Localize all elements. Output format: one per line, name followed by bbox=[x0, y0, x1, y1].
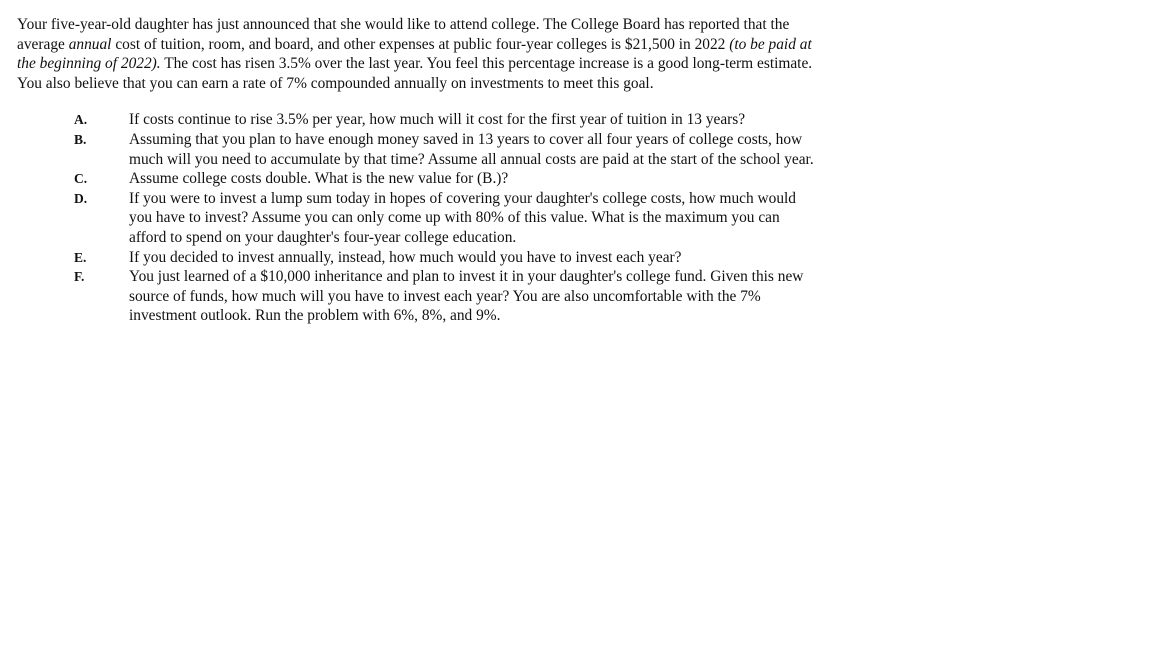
question-text: Assuming that you plan to have enough money saved in 13 years to cover all four years of college costs, how much will you need to accumulate by that time? Assume all annual costs are paid at the start of the school year. bbox=[129, 130, 814, 168]
question-f bbox=[17, 267, 819, 326]
question-text: You just learned of a $10,000 inheritance and plan to invest it in your daughter's college fund. Given this new source of funds, how much will you have to invest each year? You are also uncomfortable with the 7% investment outlook. Run the problem with 6%, 8%, and 9%. bbox=[129, 268, 804, 325]
question-text: If you decided to invest annually, instead, how much would you have to invest each year? bbox=[129, 248, 682, 266]
question-d bbox=[17, 189, 819, 248]
question-e bbox=[17, 248, 819, 268]
question-text: If you were to invest a lump sum today in hopes of covering your daughter's college costs, how much would you have to invest? Assume you can only come up with 80% of this value. What is the maximum you can afford to spend on your daughter's four-year college education. bbox=[129, 189, 796, 246]
question-letter: A. bbox=[74, 112, 88, 128]
document-page bbox=[17, 15, 817, 326]
question-a bbox=[17, 110, 819, 130]
question-list bbox=[17, 110, 817, 326]
intro-parenthetical: (to be paid at the beginning of 2022). bbox=[17, 35, 812, 73]
intro-annual-emphasis: annual bbox=[68, 35, 112, 53]
question-letter: D. bbox=[74, 190, 88, 206]
intro-paragraph bbox=[17, 15, 817, 93]
question-letter: F. bbox=[74, 269, 85, 285]
question-b bbox=[17, 130, 819, 169]
question-letter: E. bbox=[74, 249, 87, 265]
question-text: Assume college costs double. What is the new value for (B.)? bbox=[129, 170, 509, 188]
question-letter: B. bbox=[74, 131, 87, 147]
question-letter: C. bbox=[74, 171, 88, 187]
intro-text-1: Your five-year-old daughter has just announced that she would like to attend college. The College Board has reported that the average bbox=[17, 16, 790, 53]
intro-text-2: cost of tuition, room, and board, and other expenses at public four-year colleges is $21,500 in 2022 bbox=[111, 35, 730, 53]
intro-text-3: The cost has risen 3.5% over the last year. You feel this percentage increase is a good long-term estimate. You also believe that you can earn a rate of 7% compounded annually on investments to meet this goal. bbox=[17, 55, 813, 92]
question-c bbox=[17, 169, 819, 189]
question-text: If costs continue to rise 3.5% per year, how much will it cost for the first year of tuition in 13 years? bbox=[129, 111, 746, 129]
